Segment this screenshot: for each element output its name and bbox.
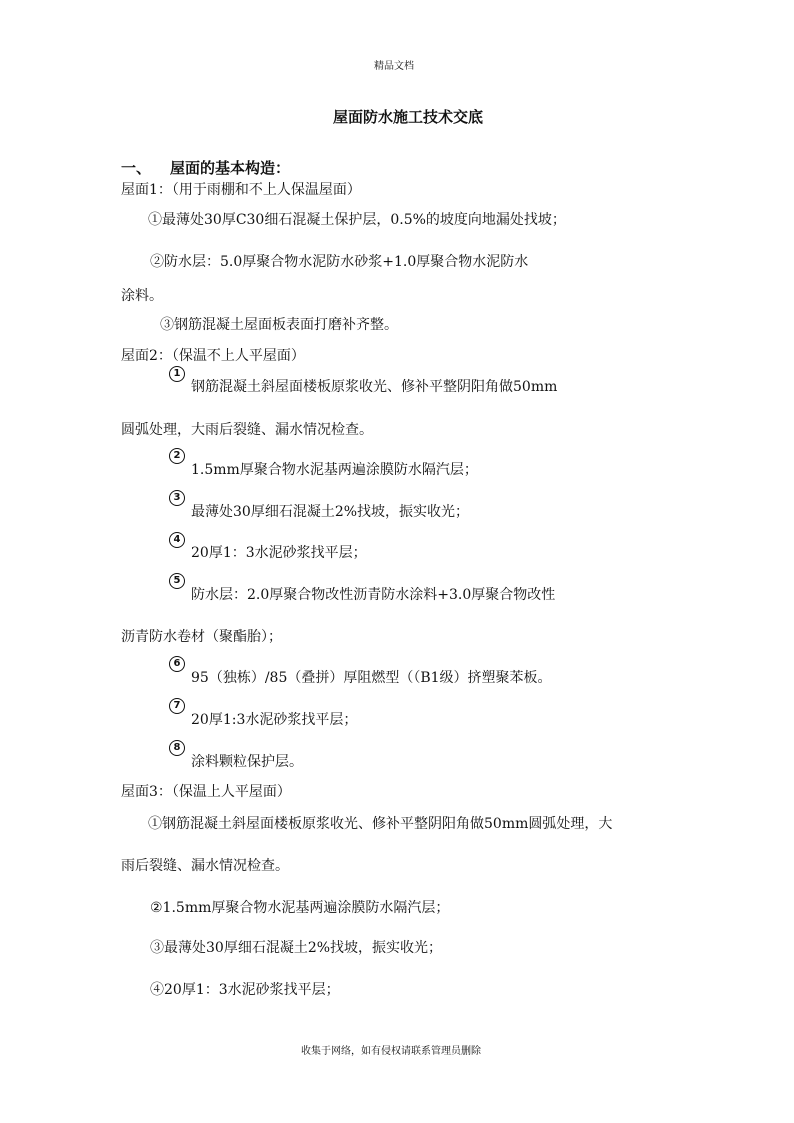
roof2-item-7: 20厚1:3水泥砂浆找平层；	[191, 712, 358, 728]
roof1-item-2-cont: 涂料。	[121, 288, 163, 304]
roof2-item-1-cont: 圆弧处理，大雨后裂缝、漏水情况检查。	[121, 422, 373, 438]
roof1-label: 屋面1：（用于雨棚和不上人保温屋面）	[121, 182, 361, 198]
roof2-item-4: 20厚1：3水泥砂浆找平层；	[191, 545, 367, 561]
roof2-item-5: 防水层：2.0厚聚合物改性沥青防水涂料+3.0厚聚合物改性	[191, 587, 556, 603]
roof1-item-1: ①最薄处30厚C30细石混凝土保护层，0.5%的坡度向地漏处找坡；	[148, 212, 566, 228]
roof3-item-4: ④20厚1：3水泥砂浆找平层；	[150, 982, 340, 998]
roof2-item-6: 95（独栋）/85（叠拼）厚阻燃型（（B1级）挤塑聚苯板。	[191, 670, 552, 686]
circled-number-3: 3	[169, 490, 185, 506]
roof2-item-2: 1.5mm厚聚合物水泥基两遍涂膜防水隔汽层；	[191, 462, 478, 478]
roof3-item-3: ③最薄处30厚细石混凝土2%找坡，振实收光；	[150, 940, 443, 956]
section-title: 屋面的基本构造：	[170, 159, 291, 177]
roof3-item-2: ②1.5mm厚聚合物水泥基两遍涂膜防水隔汽层；	[150, 900, 450, 916]
roof2-item-3: 最薄处30厚细石混凝土2%找坡，振实收光；	[191, 504, 470, 520]
document-title: 屋面防水施工技术交底	[333, 108, 484, 126]
roof2-item-8: 涂料颗粒保护层。	[191, 754, 303, 770]
page-footer: 收集于网络，如有侵权请联系管理员删除	[301, 1046, 481, 1057]
roof2-label: 屋面2：（保温不上人平屋面）	[121, 348, 305, 364]
section-number: 一、	[121, 159, 152, 177]
page-header: 精品文档	[374, 61, 414, 72]
circled-number-7: 7	[169, 698, 185, 714]
circled-number-8: 8	[169, 740, 185, 756]
roof3-item-1: ①钢筋混凝土斜屋面楼板原浆收光、修补平整阴阳角做50mm圆弧处理，大	[148, 816, 613, 832]
roof3-label: 屋面3：（保温上人平屋面）	[121, 784, 291, 800]
circled-number-4: 4	[169, 532, 185, 548]
circled-number-1: 1	[169, 366, 185, 382]
circled-number-2: 2	[169, 448, 185, 464]
circled-number-5: 5	[169, 573, 185, 589]
roof1-item-2: ②防水层：5.0厚聚合物水泥防水砂浆+1.0厚聚合物水泥防水	[150, 254, 529, 270]
roof2-item-1: 钢筋混凝土斜屋面楼板原浆收光、修补平整阴阳角做50mm	[191, 379, 558, 395]
roof2-item-5-cont: 沥青防水卷材（聚酯胎）；	[121, 629, 282, 645]
roof3-item-1-cont: 雨后裂缝、漏水情况检查。	[121, 858, 289, 874]
circled-number-6: 6	[169, 656, 185, 672]
roof1-item-3: ③钢筋混凝土屋面板表面打磨补齐整。	[160, 317, 398, 333]
